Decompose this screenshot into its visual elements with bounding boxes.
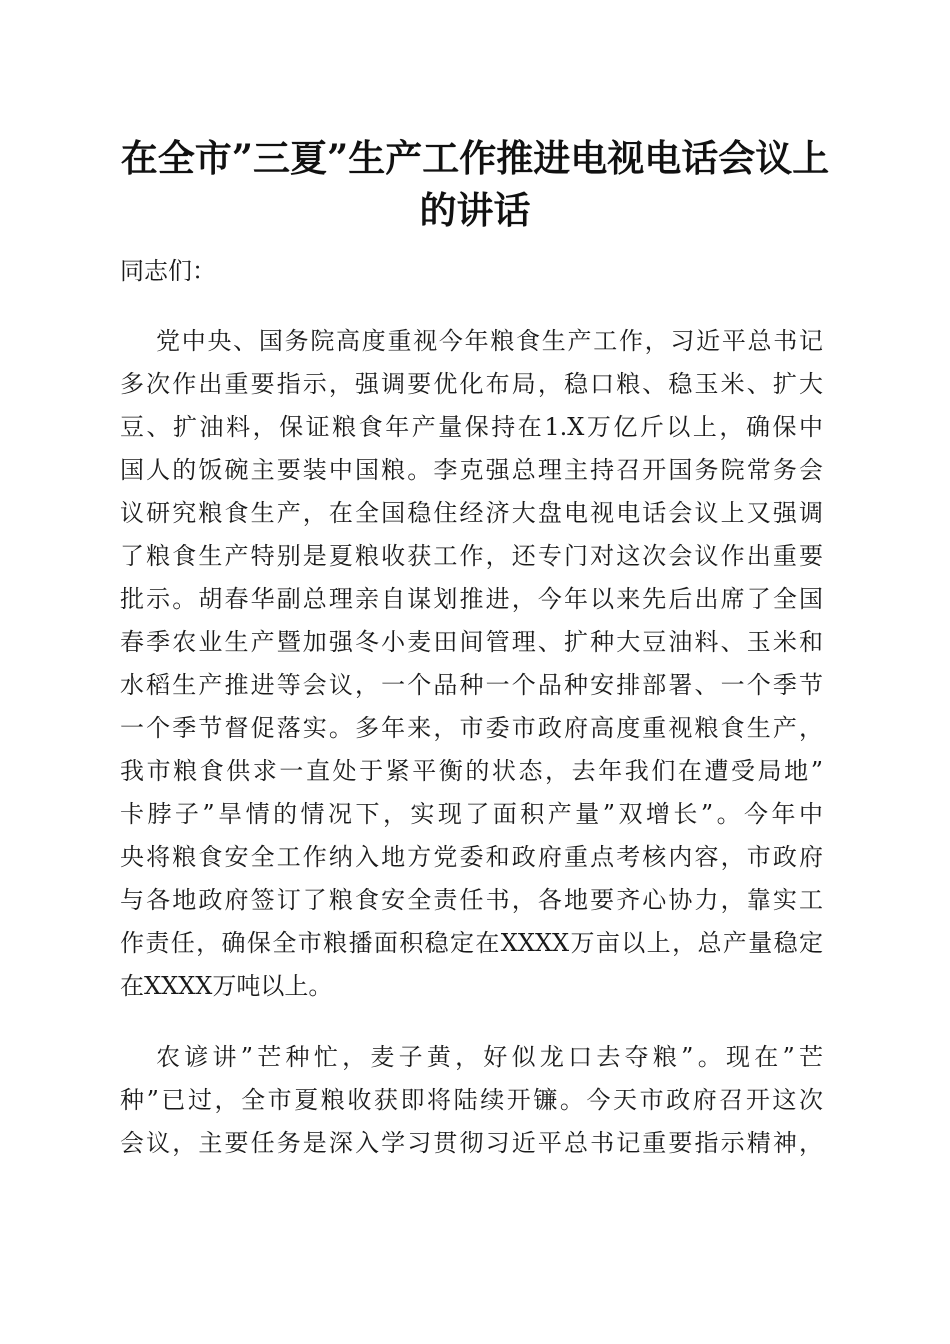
paragraph-1-line: 水稻生产推进等会议，一个品种一个品种安排部署、一个季节	[120, 671, 823, 699]
salutation: 同志们：	[120, 257, 216, 285]
paragraph-1-line: 党中央、国务院高度重视今年粮食生产工作，习近平总书记	[156, 327, 823, 355]
paragraph-1-line: 春季农业生产暨加强冬小麦田间管理、扩种大豆油料、玉米和	[120, 628, 823, 656]
paragraph-1-line: 我市粮食供求一直处于紧平衡的状态，去年我们在遭受局地”	[120, 757, 823, 785]
paragraph-1-line: 央将粮食安全工作纳入地方党委和政府重点考核内容，市政府	[120, 843, 823, 871]
paragraph-1-line: 一个季节督促落实。多年来，市委市政府高度重视粮食生产，	[120, 714, 823, 742]
document-title	[100, 132, 850, 236]
paragraph-2-line: 农谚讲”芒种忙，麦子黄，好似龙口去夺粮”。现在”芒	[156, 1043, 823, 1071]
paragraph-1-line: 国人的饭碗主要装中国粮。李克强总理主持召开国务院常务会	[120, 456, 823, 484]
paragraph-1-line: 豆、扩油料，保证粮食年产量保持在1.X万亿斤以上，确保中	[120, 413, 823, 441]
title-line-2: 的讲话	[419, 188, 531, 232]
title-line-1: 在全市”三夏”生产工作推进电视电话会议上	[120, 136, 830, 180]
paragraph-1-line: 议研究粮食生产，在全国稳住经济大盘电视电话会议上又强调	[120, 499, 823, 527]
paragraph-1-line: 批示。胡春华副总理亲自谋划推进，今年以来先后出席了全国	[120, 585, 823, 613]
paragraph-1-line: 了粮食生产特别是夏粮收获工作，还专门对这次会议作出重要	[120, 542, 823, 570]
paragraph-1-line: 多次作出重要指示，强调要优化布局，稳口粮、稳玉米、扩大	[120, 370, 823, 398]
paragraph-1-line: 与各地政府签订了粮食安全责任书，各地要齐心协力，靠实工	[120, 886, 823, 914]
paragraph-1-line: 在XXXX万吨以上。	[120, 972, 333, 1000]
paragraph-2-line: 种”已过，全市夏粮收获即将陆续开镰。今天市政府召开这次	[120, 1086, 823, 1114]
paragraph-1-line: 卡脖子”旱情的情况下，实现了面积产量”双增长”。今年中	[120, 800, 823, 828]
paragraph-1-line: 作责任，确保全市粮播面积稳定在XXXX万亩以上，总产量稳定	[120, 929, 823, 957]
paragraph-2-line: 会议，主要任务是深入学习贯彻习近平总书记重要指示精神，	[120, 1129, 823, 1157]
